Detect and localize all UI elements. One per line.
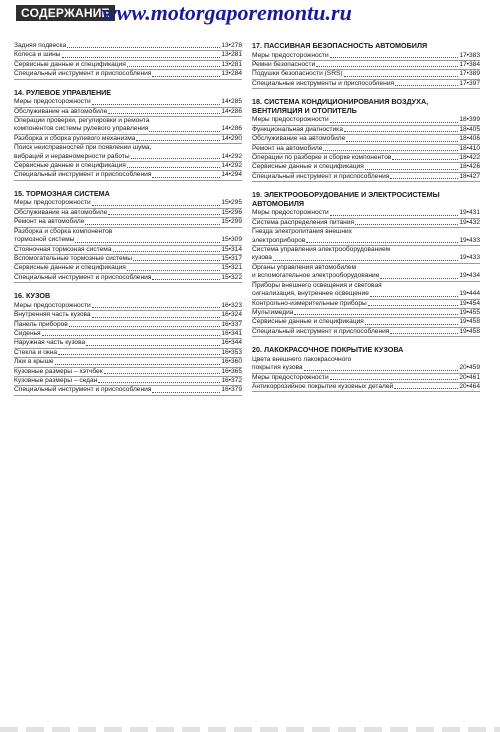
entry-page-number: 16•323 (221, 301, 242, 309)
entry-label: Обслуживание на автомобиле (14, 208, 108, 216)
dot-leader (346, 141, 458, 142)
toc-section (14, 89, 242, 181)
entry-label: Специальные инструменты и приспособления (252, 79, 395, 87)
entry-label: Меры предосторожности (252, 116, 329, 124)
toc-entry[interactable] (252, 154, 480, 163)
toc-entry[interactable] (14, 199, 242, 208)
dot-leader (92, 307, 221, 308)
entry-label: Сервисные данные и спецификация (14, 264, 126, 272)
toc-entry[interactable] (14, 70, 242, 79)
entry-label: покрытия кузова (252, 364, 303, 372)
dot-leader (62, 57, 221, 58)
section-title: 19. ЭЛЕКТРООБОРУДОВАНИЕ И ЭЛЕКТРОСИСТЕМЫ АВТОМОБИЛЯ (252, 190, 440, 208)
toc-entry[interactable] (252, 145, 480, 154)
entry-page-number: 16•365 (221, 367, 242, 375)
entry-page-number: 14•292 (221, 152, 242, 160)
entry-page-number: 18•426 (459, 163, 480, 171)
entry-label: Ремни безопасности (252, 61, 316, 68)
dot-leader (304, 370, 459, 371)
dot-leader (108, 113, 220, 114)
entry-label: Меры предосторожности (252, 209, 329, 217)
toc-entry[interactable] (252, 282, 480, 300)
toc-entry[interactable] (14, 321, 242, 330)
page-header (16, 0, 484, 25)
dot-leader (92, 104, 221, 105)
entry-page-number: 14•285 (221, 98, 242, 106)
section-title: 18. СИСТЕМА КОНДИЦИОНИРОВАНИЯ ВОЗДУХА, ВЕНТИЛЯЦИЯ И ОТОПИТЕЛЬ (252, 97, 429, 115)
toc-entry[interactable] (14, 209, 242, 218)
entry-label: Антикоррозийное покрытие кузовных деталей (252, 382, 394, 390)
toc-entry[interactable] (14, 218, 242, 227)
entry-label: Специальный инструмент и приспособления (14, 171, 152, 179)
toc-entry[interactable] (252, 209, 480, 218)
entry-page-number: 19•431 (459, 209, 480, 217)
entry-label: Специальный инструмент и приспособления (14, 386, 152, 394)
dot-leader (58, 354, 220, 355)
entry-label-line: Приборы внешнего освещения и световая (252, 281, 382, 289)
dot-leader (127, 66, 221, 67)
entry-page-number: 13•281 (221, 60, 242, 68)
dot-leader (344, 131, 458, 132)
entry-page-number: 19•458 (459, 318, 480, 326)
entry-page-number: 20•464 (459, 382, 480, 390)
toc-entry[interactable] (14, 368, 242, 377)
dot-leader (365, 169, 459, 170)
toc-entry[interactable] (14, 264, 242, 273)
toc-entry[interactable] (14, 311, 242, 320)
entry-label: Сервисные данные и спецификация (252, 318, 364, 326)
dot-leader (127, 167, 221, 168)
toc-entry[interactable] (252, 383, 480, 392)
dot-leader (92, 205, 221, 206)
dot-leader (85, 224, 220, 225)
toc-section (252, 346, 480, 392)
toc-entry[interactable] (14, 51, 242, 60)
entry-label: Специальный инструмент и приспособления (14, 273, 152, 281)
entry-label: электроприборов (252, 236, 306, 244)
toc-entry[interactable] (14, 61, 242, 70)
entry-label: Ремонт на автомобиле (14, 218, 85, 226)
entry-label: Сервисные данные и спецификация (252, 163, 364, 171)
dot-leader (86, 345, 220, 346)
entry-page-number: 14•290 (221, 134, 242, 142)
entry-page-number: 20•459 (459, 364, 480, 372)
entry-page-number: 14•292 (221, 162, 242, 170)
dot-leader (330, 215, 459, 216)
toc-entry[interactable] (252, 61, 480, 70)
entry-label: Меры предосторожности (14, 199, 91, 207)
dot-leader (113, 251, 221, 252)
toc-entry[interactable] (252, 246, 480, 264)
entry-page-number: 19•455 (459, 308, 480, 316)
toc-entry[interactable] (14, 42, 242, 51)
toc-entry[interactable] (14, 117, 242, 135)
entry-label: Меры предосторожности (14, 301, 91, 309)
dot-leader (108, 214, 220, 215)
dot-leader (306, 242, 458, 243)
entry-label: Обслуживание на автомобиле (252, 135, 346, 143)
dot-leader (330, 57, 459, 58)
entry-label-line: Органы управления автомобилем (252, 263, 357, 271)
entry-page-number: 13•278 (221, 42, 242, 49)
entry-page-number: 16•344 (221, 339, 242, 347)
toc-entry[interactable] (14, 339, 242, 348)
entry-page-number: 18•406 (459, 135, 480, 143)
entry-page-number: 18•427 (459, 172, 480, 180)
toc-entry[interactable] (252, 228, 480, 246)
toc-entry[interactable] (14, 255, 242, 264)
entry-label: Специальный инструмент и приспособления (14, 70, 152, 78)
entry-label: Ремонт на автомобиле (252, 144, 323, 152)
toc-section (14, 292, 242, 396)
entry-label-line: Разборка и сборка компонентов (14, 227, 113, 235)
dot-leader (55, 364, 221, 365)
dot-leader (69, 326, 221, 327)
entry-page-number: 19•458 (459, 327, 480, 335)
toc-entry[interactable] (14, 171, 242, 180)
entry-page-number: 15•309 (221, 236, 242, 244)
entry-page-number: 18•405 (459, 125, 480, 133)
entry-page-number: 16•372 (221, 376, 242, 384)
dot-leader (152, 279, 220, 280)
entry-page-number: 15•317 (221, 254, 242, 262)
entry-page-number: 19•454 (459, 299, 480, 307)
dot-leader (42, 335, 221, 336)
toc-entry[interactable] (14, 144, 242, 162)
entry-label: Стояночная тормозная система (14, 245, 112, 253)
entry-label: Подушки безопасности (SRS) (252, 70, 343, 78)
entry-label: Задняя подвеска (14, 42, 67, 49)
entry-page-number: 14•294 (221, 171, 242, 179)
entry-page-number: 16•337 (221, 320, 242, 328)
entry-label: Функциональная диагностика (252, 125, 343, 133)
entry-label: Колеса и шины (14, 51, 61, 59)
dot-leader (365, 324, 459, 325)
dot-leader (152, 76, 220, 77)
dot-leader (355, 224, 458, 225)
toc-entry[interactable] (14, 246, 242, 255)
entry-label: Контрольно-измерительные приборы (252, 299, 367, 307)
toc-entry[interactable] (252, 374, 480, 383)
entry-label: Люк в крыше (14, 358, 54, 366)
entry-label: Меры предосторожности (14, 98, 91, 106)
entry-label-line: Операции проверки, регулировки и ремонта (14, 117, 150, 125)
dot-leader (131, 158, 221, 159)
entry-page-number: 15•322 (221, 273, 242, 281)
toc-entry[interactable] (252, 135, 480, 144)
entry-label: Сиденья (14, 329, 41, 337)
entry-page-number: 13•281 (221, 51, 242, 59)
dot-leader (98, 382, 220, 383)
entry-page-number: 16•379 (221, 386, 242, 394)
toc-entry[interactable] (14, 330, 242, 339)
entry-page-number: 18•399 (459, 116, 480, 124)
section-title: 15. ТОРМОЗНАЯ СИСТЕМА (14, 188, 110, 198)
dot-leader (104, 373, 221, 374)
entry-page-number: 19•444 (459, 290, 480, 298)
entry-page-number: 18•422 (459, 154, 480, 162)
entry-label: Сервисные данные и спецификация (14, 162, 126, 170)
entry-page-number: 14•286 (221, 125, 242, 133)
toc-column-left (14, 42, 242, 405)
entry-page-number: 15•295 (221, 199, 242, 207)
dot-leader (330, 122, 459, 123)
toc-section (14, 42, 242, 80)
entry-page-number: 15•296 (221, 208, 242, 216)
dot-leader (152, 177, 220, 178)
entry-label: Мультимедиа (252, 308, 294, 316)
entry-label: Кузовные размеры – хэтчбек (14, 367, 103, 375)
dot-leader (75, 242, 220, 243)
entry-label-line: Поиск неисправностей при появлении шума, (14, 144, 152, 152)
entry-label-line: Гнезда электропитания внешних (252, 228, 352, 236)
dot-leader (330, 379, 459, 380)
entry-label: сигнализация, внутреннее освещение (252, 290, 369, 298)
section-title: 17. ПАССИВНАЯ БЕЗОПАСНОСТЬ АВТОМОБИЛЯ (252, 41, 428, 50)
entry-page-number: 14•286 (221, 107, 242, 115)
dot-leader (152, 392, 220, 393)
entry-label: Панель приборов (14, 320, 68, 328)
watermark-text: www.motorgaporemontu.ru (102, 0, 352, 25)
footer-strip (0, 727, 500, 732)
toc-entry[interactable] (252, 328, 480, 337)
entry-page-number: 20•461 (459, 373, 480, 381)
toc-entry[interactable] (252, 264, 480, 282)
toc-entry[interactable] (252, 116, 480, 125)
toc-entry[interactable] (252, 173, 480, 182)
dot-leader (149, 131, 220, 132)
toc-entry[interactable] (14, 98, 242, 107)
dot-leader (127, 270, 221, 271)
dot-leader (368, 305, 459, 306)
toc-entry[interactable] (14, 162, 242, 171)
dot-leader (394, 388, 458, 389)
entry-label: Система распределения питания (252, 218, 355, 226)
entry-label: Специальный инструмент и приспособления (252, 327, 390, 335)
toc-section (14, 190, 242, 283)
toc-entry[interactable] (252, 300, 480, 309)
entry-label: Наружная часть кузова (14, 339, 86, 347)
entry-page-number: 18•410 (459, 144, 480, 152)
toc-entry[interactable] (252, 163, 480, 172)
entry-label: и вспомогательное электрооборудование (252, 272, 380, 280)
entry-page-number: 13•284 (221, 70, 242, 78)
toc-entry[interactable] (14, 358, 242, 367)
entry-label: Меры предосторожности (252, 373, 329, 381)
entry-label: кузова (252, 254, 272, 262)
dot-leader (370, 296, 458, 297)
entry-page-number: 19•433 (459, 254, 480, 262)
toc-column-right (252, 42, 480, 401)
entry-label: Кузовные размеры – седан (14, 376, 98, 384)
dot-leader (133, 260, 220, 261)
dot-leader (395, 85, 458, 86)
toc-entry[interactable] (14, 228, 242, 246)
toc-entry[interactable] (252, 126, 480, 135)
entry-label: Вспомогательные тормозные системы (14, 254, 132, 262)
dot-leader (380, 278, 458, 279)
toc-entry[interactable] (252, 309, 480, 318)
entry-page-number: 16•324 (221, 311, 242, 319)
entry-page-number: 16•341 (221, 329, 242, 337)
dot-leader (136, 140, 220, 141)
entry-page-number: 17•389 (459, 70, 480, 78)
toc-entry[interactable] (252, 52, 480, 61)
toc-entry[interactable] (252, 219, 480, 228)
toc-entry[interactable] (14, 108, 242, 117)
dot-leader (390, 333, 458, 334)
entry-page-number: 16•353 (221, 348, 242, 356)
header-label: СОДЕРЖАНИЕ (16, 5, 115, 21)
toc-entry[interactable] (252, 70, 480, 79)
entry-label: тормозной системы (14, 236, 75, 244)
toc-entry[interactable] (14, 302, 242, 311)
section-title: 20. ЛАКОКРАСОЧНОЕ ПОКРЫТИЕ КУЗОВА (252, 345, 404, 355)
entry-page-number: 19•433 (459, 236, 480, 244)
toc-section (252, 191, 480, 337)
toc-section (252, 42, 480, 89)
entry-label: Разборка и сборка рулевого механизма (14, 134, 136, 142)
entry-page-number: 16•360 (221, 358, 242, 366)
dot-leader (294, 314, 458, 315)
entry-label: Стекла и окна (14, 348, 58, 356)
toc-entry[interactable] (14, 377, 242, 386)
dot-leader (316, 66, 458, 67)
toc-entry[interactable] (14, 135, 242, 144)
entry-page-number: 15•321 (221, 264, 242, 272)
toc-entry[interactable] (252, 356, 480, 374)
toc-entry[interactable] (252, 318, 480, 327)
entry-label: Специальный инструмент и приспособления (252, 172, 390, 180)
entry-label: Меры предосторожности (252, 51, 329, 59)
dot-leader (344, 76, 459, 77)
entry-label-line: Цвета внешнего лакокрасочного (252, 355, 352, 363)
entry-label: вибраций и неравномерности работы (14, 152, 130, 160)
entry-page-number: 15•299 (221, 218, 242, 226)
dot-leader (392, 159, 458, 160)
entry-label: Сервисные данные и спецификация (14, 60, 126, 68)
dot-leader (92, 317, 221, 318)
toc-entry[interactable] (252, 80, 480, 89)
entry-label: компонентов системы рулевого управления (14, 125, 149, 133)
entry-label: Внутренняя часть кузова (14, 311, 91, 319)
dot-leader (273, 260, 458, 261)
entry-page-number: 17•384 (459, 61, 480, 68)
entry-page-number: 17•383 (459, 51, 480, 59)
toc-entry[interactable] (14, 349, 242, 358)
toc-entry[interactable] (14, 274, 242, 283)
toc-entry[interactable] (14, 386, 242, 395)
entry-label: Операции по разборке и сборке компонентов (252, 154, 392, 162)
entry-label: Обслуживание на автомобиле (14, 107, 108, 115)
entry-page-number: 19•434 (459, 272, 480, 280)
entry-page-number: 17•397 (459, 79, 480, 87)
dot-leader (67, 47, 220, 48)
dot-leader (323, 150, 458, 151)
dot-leader (390, 178, 458, 179)
entry-page-number: 19•432 (459, 218, 480, 226)
section-title: 16. КУЗОВ (14, 291, 51, 301)
entry-page-number: 15•314 (221, 245, 242, 253)
section-title: 14. РУЛЕВОЕ УПРАВЛЕНИЕ (14, 87, 112, 97)
toc-section (252, 98, 480, 182)
entry-label-line: Система управления электрооборудованием (252, 246, 391, 254)
